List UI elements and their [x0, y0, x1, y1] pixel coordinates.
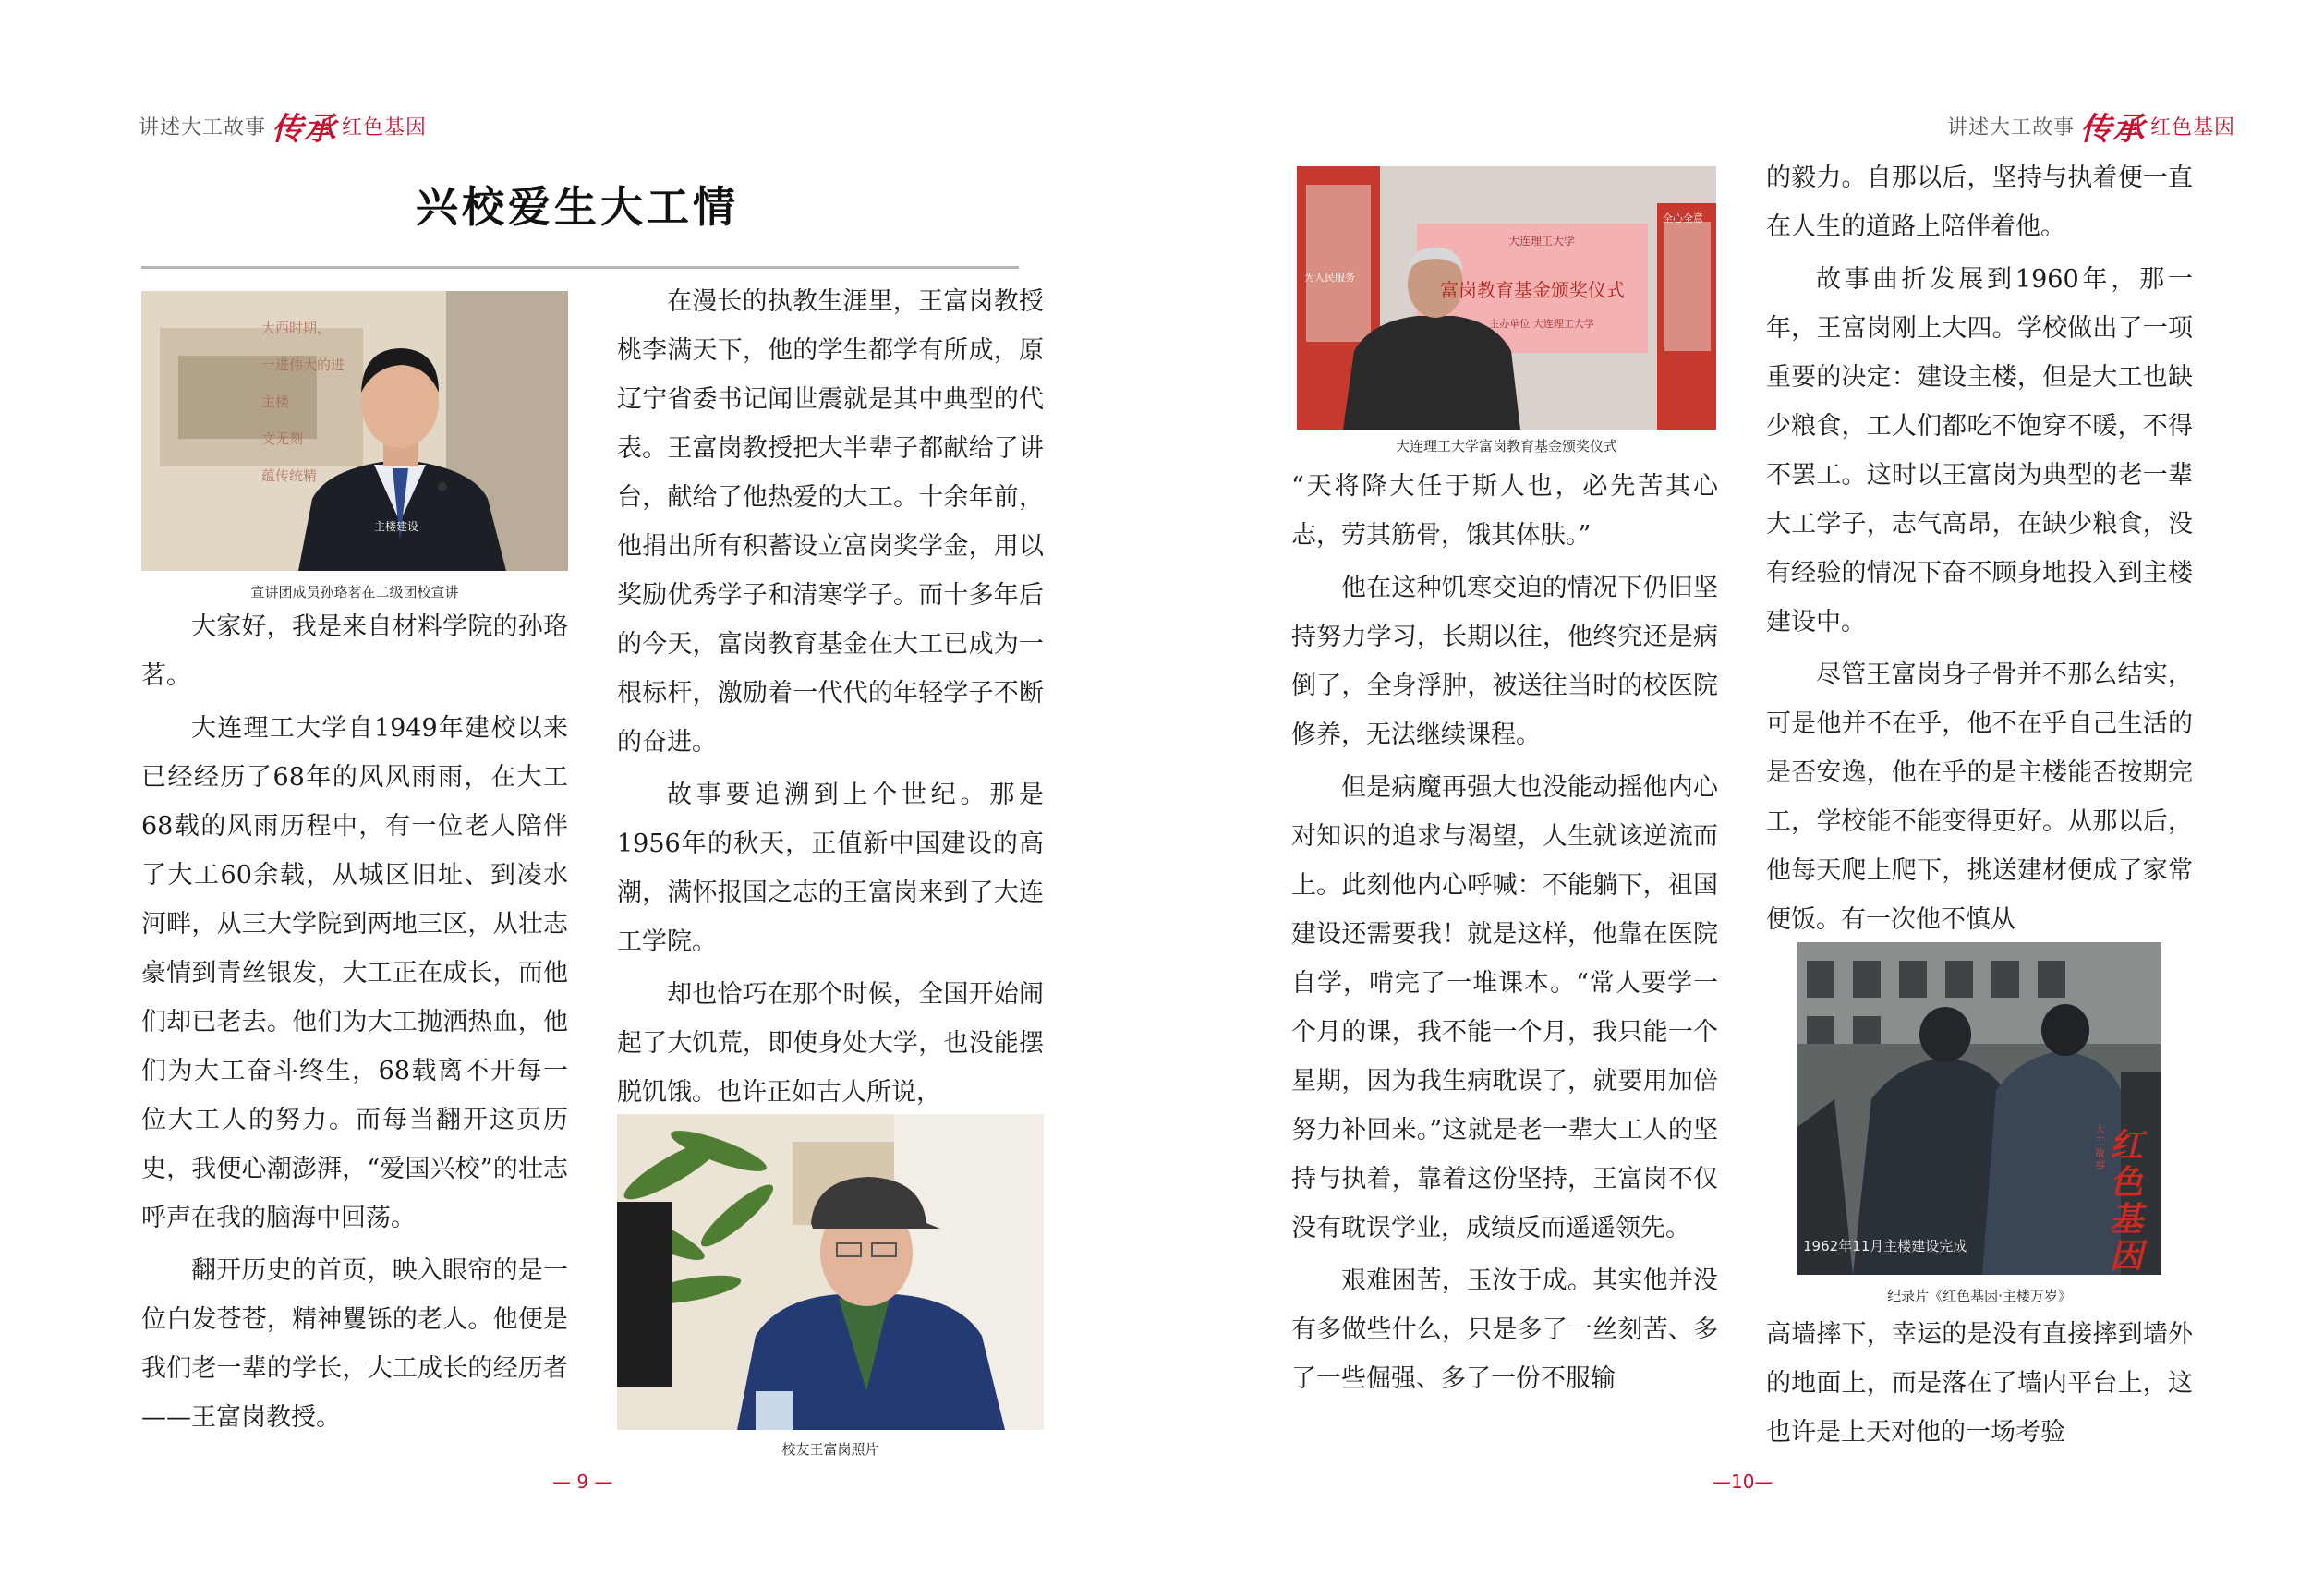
paragraph: 但是病魔再强大也没能动摇他内心对知识的追求与渴望，人生就该逆流而上。此刻他内心呼喊：不能躺下，祖国建设还需要我！就是这样，他靠在医院自学，啃完了一堆课本。“常人要学一个月的课，我不能一个月，我只能一个星期，因为我生病耽误了，就要用加倍努力补回来。”这就是老一辈大工人的坚持与执着，靠着这份坚持，王富岗不仅没有耽误学业，成绩反而遥遥领先。 [1291, 773, 1718, 1242]
paragraph: 却也恰巧在那个时候，全国开始闹起了大饥荒，即使身处大学，也没能摆脱饥饿。也许正如古人所说， [617, 980, 1044, 1107]
award-ceremony-photo [1297, 166, 1716, 430]
right-column-2-continued [1766, 1310, 2193, 1457]
paragraph: 在漫长的执教生涯里，王富岗教授桃李满天下，他的学生都学有所成，原辽宁省委书记闻世震就是其中典型的代表。王富岗教授把大半辈子都献给了讲台，献给了他热爱的大工。十余年前，他捐出所有积蓄设立富岗奖学金，用以奖励优秀学子和清寒学子。而十多年后的今天，富岗教育基金在大工已成为一根标杆，激励着一代代的年轻学子不断的奋进。 [617, 287, 1044, 757]
right-column-2 [1766, 153, 2193, 944]
speaker-photo [141, 291, 568, 571]
page-number: — 9 — [552, 1471, 613, 1493]
backdrop-text-5: 蕴传统精 [261, 467, 318, 484]
paragraph: 艰难困苦，玉汝于成。其实他并没有多做些什么，只是多了一丝刻苦、多了一些倔强、多了一份不服输 [1291, 1266, 1718, 1393]
paragraph: 高墙摔下，幸运的是没有直接摔到墙外的地面上，而是落在了墙内平台上，这也许是上天对他的一场考验 [1766, 1320, 2193, 1447]
chuancheng-seal-logo: 传承 [2080, 111, 2146, 148]
backdrop-text-2: 一进伟大的进 [261, 357, 345, 373]
paragraph: 尽管王富岗身子骨并不那么结实，可是他并不在乎，他不在乎自己生活的是否安逸，他在乎的是主楼能否按期完工，学校能不能变得更好。从那以后，他每天爬上爬下，挑送建材便成了家常便饭。有一次他不慎从 [1766, 660, 2193, 934]
backdrop-banner: 主楼建设 [374, 520, 419, 533]
page-number: —10— [1713, 1471, 1773, 1493]
header-text-b: 红色基因 [2150, 116, 2236, 139]
header-text-b: 红色基因 [342, 116, 428, 139]
documentary-logo-small: 大工故事 [2095, 1123, 2105, 1171]
backdrop-text-4: 文无刻 [261, 430, 304, 447]
wang-fugang-photo-caption: 校友王富岗照片 [781, 1441, 879, 1458]
banner-text-left: 为人民服务 [1304, 272, 1355, 284]
chuancheng-seal-logo: 传承 [272, 111, 337, 148]
left-column-1 [141, 602, 568, 1442]
article-title: 兴校爱生大工情 [416, 182, 739, 232]
header-text-a: 讲述大工故事 [1947, 116, 2076, 139]
paragraph: 大连理工大学自1949年建校以来已经经历了68年的风风雨雨，在大工68载的风雨历程中，有一位老人陪伴了大工60余载，从城区旧址、到凌水河畔，从三大学院到两地三区，从壮志豪情到青丝银发，大工正在成长，而他们却已老去。他们为大工抛洒热血，他们为大工奋斗终生，68载离不开每一位大工人的努力。而每当翻开这页历史，我便心潮澎湃，“爱国兴校”的壮志呼声在我的脑海中回荡。 [141, 714, 568, 1232]
paragraph: 故事曲折发展到1960年，那一年，王富岗刚上大四。学校做出了一项重要的决定：建设主楼，但是大工也缺少粮食，工人们都吃不饱穿不暖，不得不罢工。这时以王富岗为典型的老一辈大工学子，志气高昂，在缺少粮食，没有经验的情况下奋不顾身地投入到主楼建设中。 [1766, 265, 2193, 636]
right-page [1162, 0, 2324, 1587]
paragraph: 故事要追溯到上个世纪。那是1956年的秋天，正值新中国建设的高潮，满怀报国之志的王富岗来到了大连工学院。 [617, 781, 1044, 956]
title-divider [141, 266, 1019, 269]
award-ceremony-photo-caption: 大连理工大学富岗教育基金颁奖仪式 [1395, 438, 1617, 454]
paragraph: 翻开历史的首页，映入眼帘的是一位白发苍苍，精神矍铄的老人。他便是我们老一辈的学长，大工成长的经历者——王富岗教授。 [141, 1256, 568, 1432]
video-subtitle: 1962年11月主楼建设完成 [1803, 1238, 1967, 1254]
running-header [1947, 103, 2235, 149]
running-header [139, 103, 427, 149]
left-column-2 [617, 277, 1044, 1117]
banner-text-right: 全心全意 [1663, 212, 1703, 224]
paragraph: “天将降大任于斯人也，必先苦其心志，劳其筋骨，饿其体肤。” [1291, 472, 1718, 550]
documentary-logo: 红色基因 [2110, 1126, 2144, 1275]
paragraph: 的毅力。自那以后，坚持与执着便一直在人生的道路上陪伴着他。 [1766, 164, 2193, 241]
screen-text-main: 富岗教育基金颁奖仪式 [1440, 279, 1625, 301]
screen-text-sub: 主办单位 大连理工大学 [1489, 318, 1594, 330]
paragraph: 他在这种饥寒交迫的情况下仍旧坚持努力学习，长期以往，他终究还是病倒了，全身浮肿，被送往当时的校医院修养，无法继续课程。 [1291, 574, 1718, 749]
screen-text-top: 大连理工大学 [1507, 235, 1575, 248]
documentary-still-caption: 纪录片《红色基因·主楼万岁》 [1887, 1288, 2072, 1304]
right-column-1 [1291, 462, 1718, 1403]
speaker-photo-caption: 宣讲团成员孙珞茗在二级团校宣讲 [250, 584, 459, 600]
header-text-a: 讲述大工故事 [139, 116, 267, 139]
paragraph: 大家好，我是来自材料学院的孙珞茗。 [141, 612, 568, 690]
documentary-still-photo [1797, 942, 2161, 1275]
backdrop-text-3: 主楼 [261, 394, 290, 410]
wang-fugang-photo [617, 1114, 1044, 1430]
backdrop-text-1: 大西时期， [261, 320, 332, 336]
